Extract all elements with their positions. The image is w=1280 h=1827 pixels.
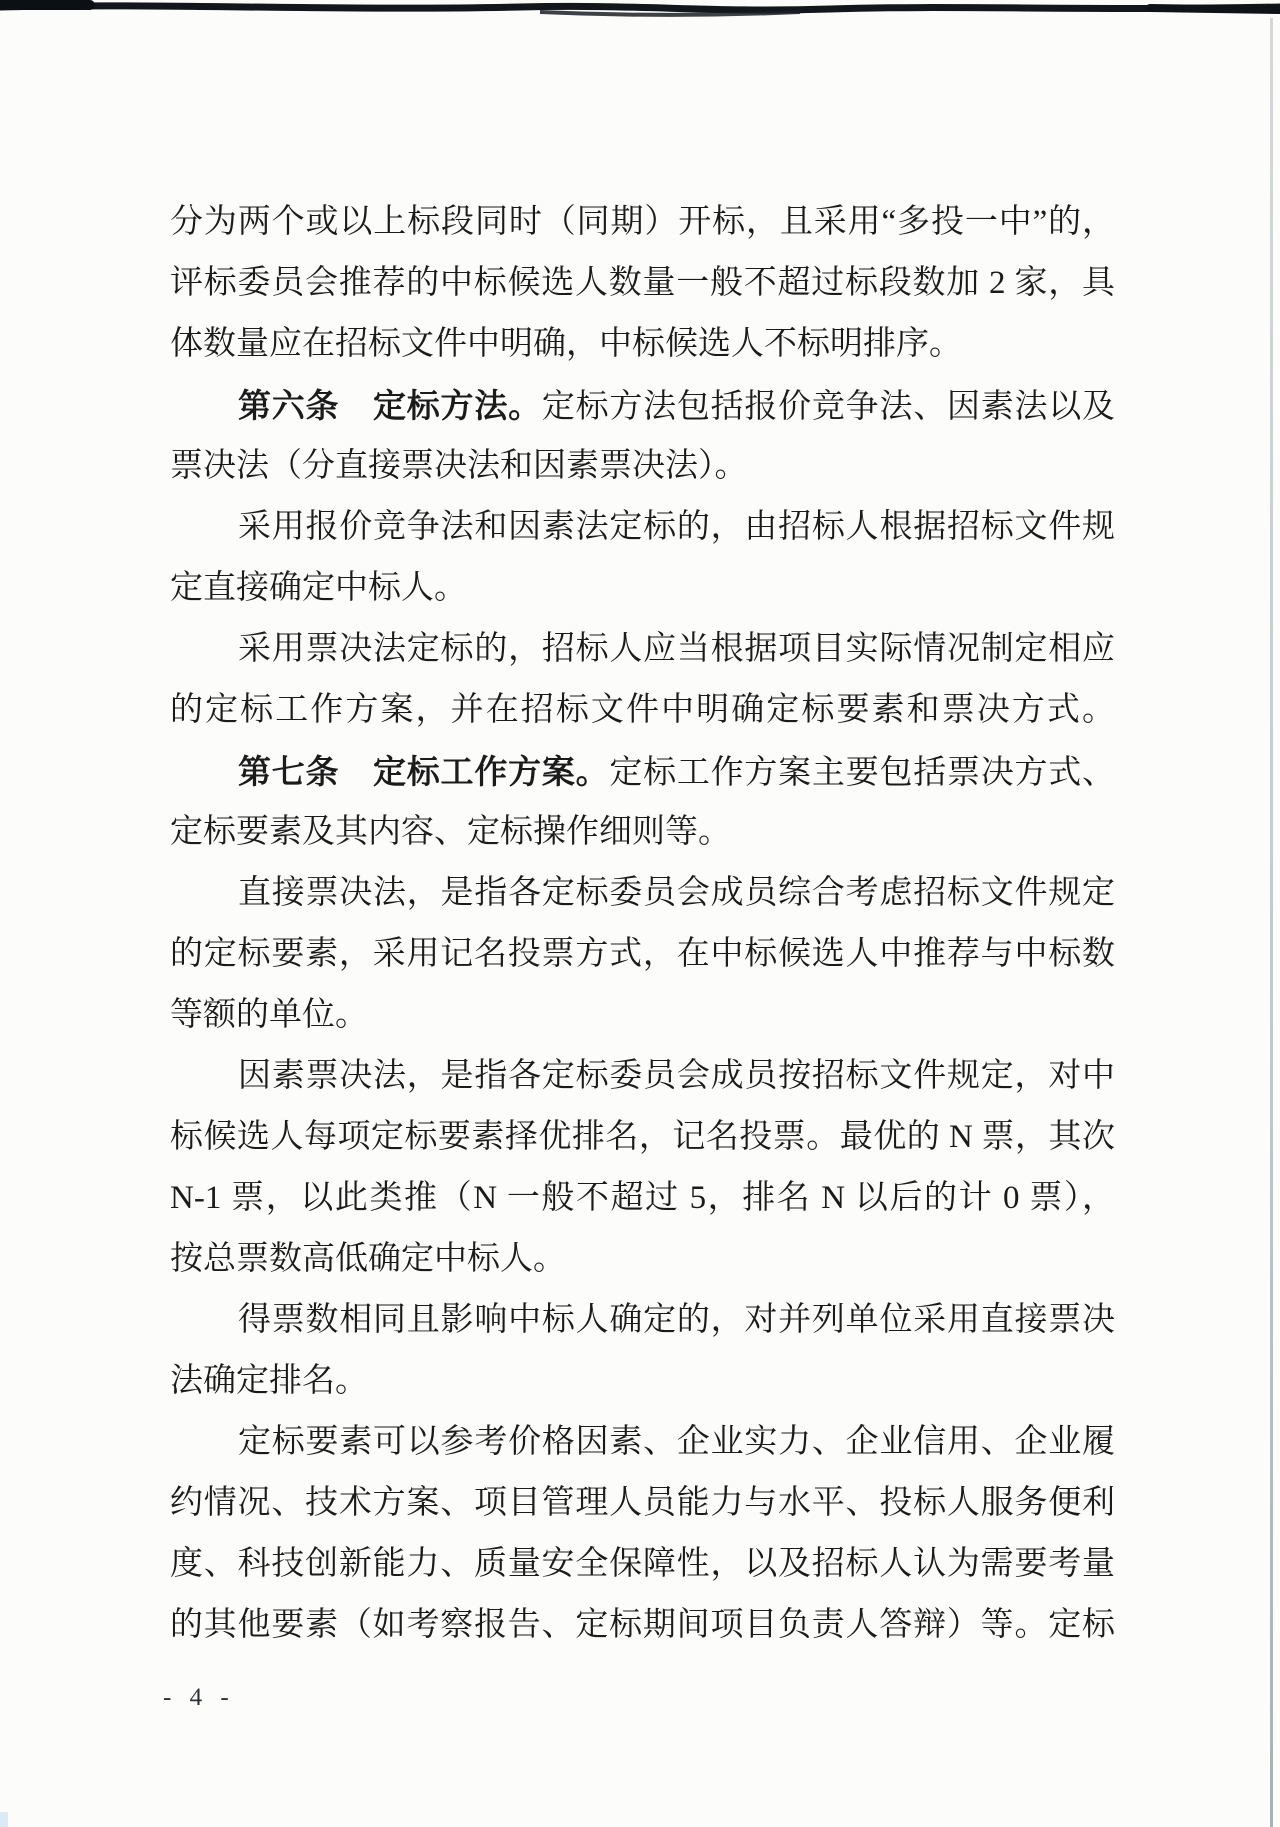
text-line bbox=[170, 314, 1115, 375]
scan-right-edge-line bbox=[1270, 18, 1273, 1827]
text-segment: 定直接确定中标人。 bbox=[170, 570, 467, 606]
text-line bbox=[170, 619, 1115, 680]
scan-corner-artifact bbox=[0, 1812, 8, 1827]
text-segment: 度、科技创新能力、质量安全保障性，以及招标人认为需要考量 bbox=[170, 1546, 1115, 1582]
text-segment: 等额的单位。 bbox=[170, 997, 368, 1033]
text-line bbox=[170, 192, 1115, 253]
text-line bbox=[170, 680, 1115, 741]
text-line bbox=[170, 741, 1115, 802]
text-line bbox=[170, 1107, 1115, 1168]
text-segment: 的定标工作方案，并在招标文件中明确定标要素和票决方式。 bbox=[170, 692, 1115, 728]
text-segment: 按总票数高低确定中标人。 bbox=[170, 1241, 566, 1277]
text-line bbox=[170, 1534, 1115, 1595]
text-segment: 的定标要素，采用记名投票方式，在中标候选人中推荐与中标数 bbox=[170, 936, 1115, 972]
text-segment: 采用报价竞争法和因素法定标的，由招标人根据招标文件规 bbox=[238, 509, 1115, 545]
text-segment: 的其他要素（如考察报告、定标期间项目负责人答辩）等。定标 bbox=[170, 1607, 1115, 1643]
text-segment: N-1 票，以此类推（N 一般不超过 5，排名 N 以后的计 0 票）， bbox=[170, 1180, 1115, 1216]
text-segment: 定标要素可以参考价格因素、企业实力、企业信用、企业履 bbox=[238, 1424, 1115, 1460]
text-segment: 因素票决法，是指各定标委员会成员按招标文件规定，对中 bbox=[238, 1058, 1115, 1094]
text-line bbox=[170, 1412, 1115, 1473]
text-line bbox=[170, 802, 1115, 863]
text-line bbox=[170, 375, 1115, 436]
text-line bbox=[170, 1046, 1115, 1107]
article-heading-segment: 第六条 定标方法。 bbox=[238, 387, 542, 424]
text-segment: 定标方法包括报价竞争法、因素法以及 bbox=[541, 389, 1116, 425]
document-body bbox=[170, 192, 1115, 1656]
text-segment: 法确定排名。 bbox=[170, 1363, 368, 1399]
text-line bbox=[170, 253, 1115, 314]
text-segment: 得票数相同且影响中标人确定的，对并列单位采用直接票决 bbox=[238, 1302, 1115, 1338]
text-line bbox=[170, 558, 1115, 619]
text-segment: 评标委员会推荐的中标候选人数量一般不超过标段数加 2 家，具 bbox=[170, 265, 1115, 301]
scan-edge-artifact bbox=[0, 0, 1280, 26]
text-line bbox=[170, 985, 1115, 1046]
text-segment: 体数量应在招标文件中明确，中标候选人不标明排序。 bbox=[170, 326, 962, 362]
text-segment: 票决法（分直接票决法和因素票决法）。 bbox=[170, 448, 748, 484]
text-line bbox=[170, 1473, 1115, 1534]
text-segment: 定标工作方案主要包括票决方式、 bbox=[609, 755, 1116, 791]
text-segment: 直接票决法，是指各定标委员会成员综合考虑招标文件规定 bbox=[238, 875, 1115, 911]
text-line bbox=[170, 436, 1115, 497]
article-heading-segment: 第七条 定标工作方案。 bbox=[238, 753, 610, 790]
text-segment: 约情况、技术方案、项目管理人员能力与水平、投标人服务便利 bbox=[170, 1485, 1115, 1521]
text-line bbox=[170, 1351, 1115, 1412]
text-line bbox=[170, 1168, 1115, 1229]
text-segment: 分为两个或以上标段同时（同期）开标，且采用“多投一中”的， bbox=[170, 204, 1115, 240]
text-line bbox=[170, 924, 1115, 985]
text-line bbox=[170, 1595, 1115, 1656]
text-segment: 采用票决法定标的，招标人应当根据项目实际情况制定相应 bbox=[238, 631, 1115, 667]
text-line bbox=[170, 1229, 1115, 1290]
text-line bbox=[170, 497, 1115, 558]
text-line bbox=[170, 863, 1115, 924]
text-segment: 标候选人每项定标要素择优排名，记名投票。最优的 N 票，其次 bbox=[170, 1119, 1115, 1155]
text-line bbox=[170, 1290, 1115, 1351]
text-segment: 定标要素及其内容、定标操作细则等。 bbox=[170, 814, 731, 850]
page-number: - 4 - bbox=[163, 1684, 235, 1711]
